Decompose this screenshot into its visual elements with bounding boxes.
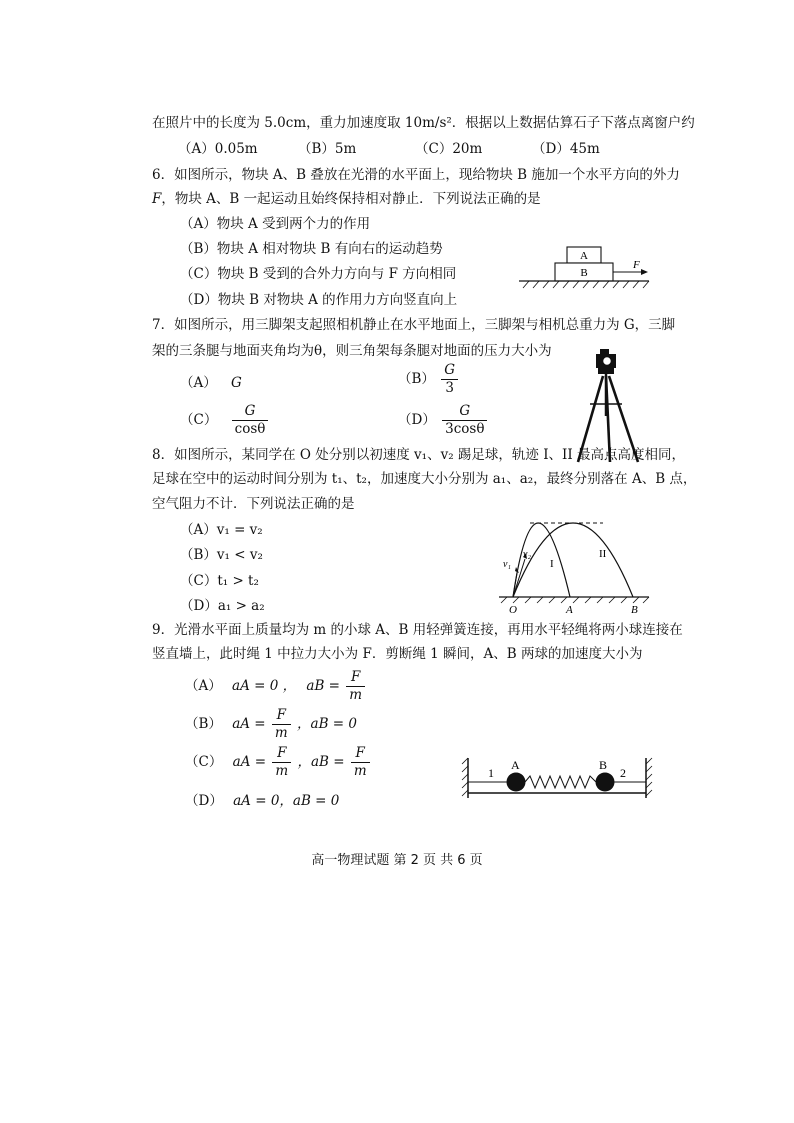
q9-stem-line1: 9．光滑水平面上质量均为 m 的小球 A、B 用轻弹簧连接，再用水平轻绳将两小球连接在	[152, 622, 683, 638]
q9-option-b-label: （B）	[185, 716, 222, 732]
block-a-label: A	[580, 250, 588, 262]
camera-lens	[603, 357, 612, 366]
q9-option-c	[185, 745, 372, 780]
q7-option-b	[398, 362, 460, 397]
q7-stem-line1: 7．如图所示，用三脚架支起照相机静止在水平地面上，三脚架与相机总重力为 G，三脚	[152, 317, 676, 333]
trajectory-2	[513, 523, 633, 597]
q9-option-c-fraction-1	[272, 745, 291, 780]
q7-option-c-fraction	[232, 403, 269, 438]
q6-option-b: （B）物块 A 相对物块 B 有向右的运动趋势	[180, 241, 443, 257]
fraction-denominator: m	[275, 763, 289, 779]
right-wall-hatching	[646, 758, 652, 796]
q7-option-b-fraction	[441, 362, 458, 397]
q7-option-d-fraction	[442, 403, 487, 438]
q7-stem-line2: 架的三条腿与地面夹角均为θ，则三角架每条腿对地面的压力大小为	[152, 343, 552, 359]
q8-stem-line1: 8．如图所示，某同学在 O 处分别以初速度 v₁、v₂ 踢足球，轨迹 I、II 最高点高度相同，	[152, 447, 685, 463]
q6-force-symbol: F	[152, 191, 162, 207]
trajectory-2-label: II	[599, 548, 607, 560]
q7-option-a-label: （A）	[180, 375, 217, 391]
q9-option-c-fraction-2	[351, 745, 370, 780]
page-footer: 高一物理试题 第 2 页 共 6 页	[311, 853, 483, 868]
rope-2-label: 2	[620, 766, 626, 780]
q7-option-a-value: G	[231, 375, 242, 391]
point-o-label: O	[509, 604, 517, 615]
q6-option-d: （D）物块 B 对物块 A 的作用力方向竖直向上	[180, 292, 458, 308]
force-arrow-head	[641, 269, 648, 275]
fraction-denominator: cosθ	[234, 421, 266, 437]
left-wall-hatching	[462, 758, 468, 796]
fraction-denominator: m	[349, 687, 363, 703]
block-b-label: B	[580, 267, 588, 279]
tripod-head	[598, 368, 614, 374]
q6-option-a: （A）物块 A 受到两个力的作用	[180, 216, 371, 232]
q6-stem-line1: 6．如图所示，物块 A、B 叠放在光滑的水平面上，现给物块 B 施加一个水平方向的外力	[152, 167, 680, 183]
fraction-numerator: F	[351, 745, 370, 763]
v1-label: v₁	[503, 559, 511, 570]
q9-option-d	[185, 792, 339, 810]
force-label: F	[633, 259, 640, 271]
q9-option-a	[185, 669, 367, 704]
point-a-label: A	[566, 604, 573, 615]
q7-option-c-label: （C）	[180, 412, 218, 428]
fraction-numerator: G	[442, 403, 487, 421]
q8-option-c: （C）t₁ > t₂	[180, 573, 259, 589]
q9-option-a-eq1: aA = 0 ，	[232, 678, 297, 694]
point-b-label: B	[631, 604, 638, 615]
fraction-numerator: F	[346, 669, 365, 687]
fraction-numerator: G	[441, 362, 458, 380]
q8-trajectory-figure	[495, 515, 655, 615]
camera-flash	[600, 349, 609, 355]
ball-b-label: B	[599, 758, 608, 772]
q9-option-d-label: （D）	[185, 793, 223, 809]
q6-stem-line2-text: ，物块 A、B 一起运动且始终保持相对静止．下列说法正确的是	[161, 191, 541, 207]
ball-b	[596, 773, 615, 792]
q9-stem-line2: 竖直墙上，此时绳 1 中拉力大小为 F．剪断绳 1 瞬间，A、B 两球的加速度大小为	[152, 646, 643, 662]
fraction-numerator: F	[272, 707, 291, 725]
intro-text: 在照片中的长度为 5.0cm，重力加速度取 10m/s²．根据以上数据估算石子下落点离窗户约	[152, 115, 695, 131]
q7-option-c	[180, 403, 270, 438]
spring	[525, 776, 596, 788]
q9-option-c-eq1: aA =	[232, 754, 267, 770]
q7-option-d-label: （D）	[398, 412, 436, 428]
q9-option-b-fraction	[272, 707, 291, 742]
q9-option-a-fraction	[346, 669, 365, 704]
trajectory-1	[513, 523, 570, 597]
ball-a-label: A	[511, 758, 520, 772]
fraction-denominator: m	[353, 763, 367, 779]
q9-option-d-eq: aA = 0，aB = 0	[233, 793, 340, 809]
q8-stem-line2: 足球在空中的运动时间分别为 t₁、t₂，加速度大小分别为 a₁、a₂，最终分别落在 A、B 点，	[152, 471, 697, 487]
fraction-denominator: m	[274, 725, 288, 741]
ball-a	[507, 773, 526, 792]
q9-option-a-eq2: aB =	[306, 678, 340, 694]
trajectory-1-label: I	[550, 558, 554, 570]
q9-spring-figure	[460, 756, 660, 802]
q8-option-d: （D）a₁ > a₂	[180, 598, 265, 614]
intro-option-b: （B）5m	[298, 141, 357, 157]
q9-option-b-eq1: aA =	[232, 716, 266, 732]
q6-option-c: （C）物块 B 受到的合外力方向与 F 方向相同	[180, 266, 457, 282]
q9-option-c-label: （C）	[185, 754, 223, 770]
ground-hatching	[523, 281, 649, 288]
fraction-numerator: G	[232, 403, 269, 421]
q9-option-c-eq2: ，aB =	[297, 754, 345, 770]
fraction-denominator: 3	[445, 380, 454, 396]
intro-option-c: （C）20m	[415, 141, 483, 157]
q8-option-a: （A）v₁ = v₂	[180, 522, 263, 538]
fraction-numerator: F	[272, 745, 291, 763]
q7-option-a	[180, 374, 242, 392]
ground-hatching	[501, 597, 649, 603]
v2-label: v₂	[523, 549, 531, 560]
q6-stem-line2	[152, 190, 541, 208]
intro-option-a: （A）0.05m	[178, 141, 258, 157]
q9-option-b-eq2: ，aB = 0	[297, 716, 357, 732]
q7-option-b-label: （B）	[398, 371, 435, 387]
intro-option-d: （D）45m	[532, 141, 600, 157]
rope-1-label: 1	[488, 766, 494, 780]
q8-option-b: （B）v₁ < v₂	[180, 547, 263, 563]
fraction-denominator: 3cosθ	[445, 421, 485, 437]
q8-stem-line3: 空气阻力不计．下列说法正确的是	[152, 496, 355, 512]
q7-option-d	[398, 403, 489, 438]
q6-blocks-figure	[515, 242, 655, 292]
q9-option-b	[185, 707, 357, 742]
q9-option-a-label: （A）	[185, 678, 222, 694]
